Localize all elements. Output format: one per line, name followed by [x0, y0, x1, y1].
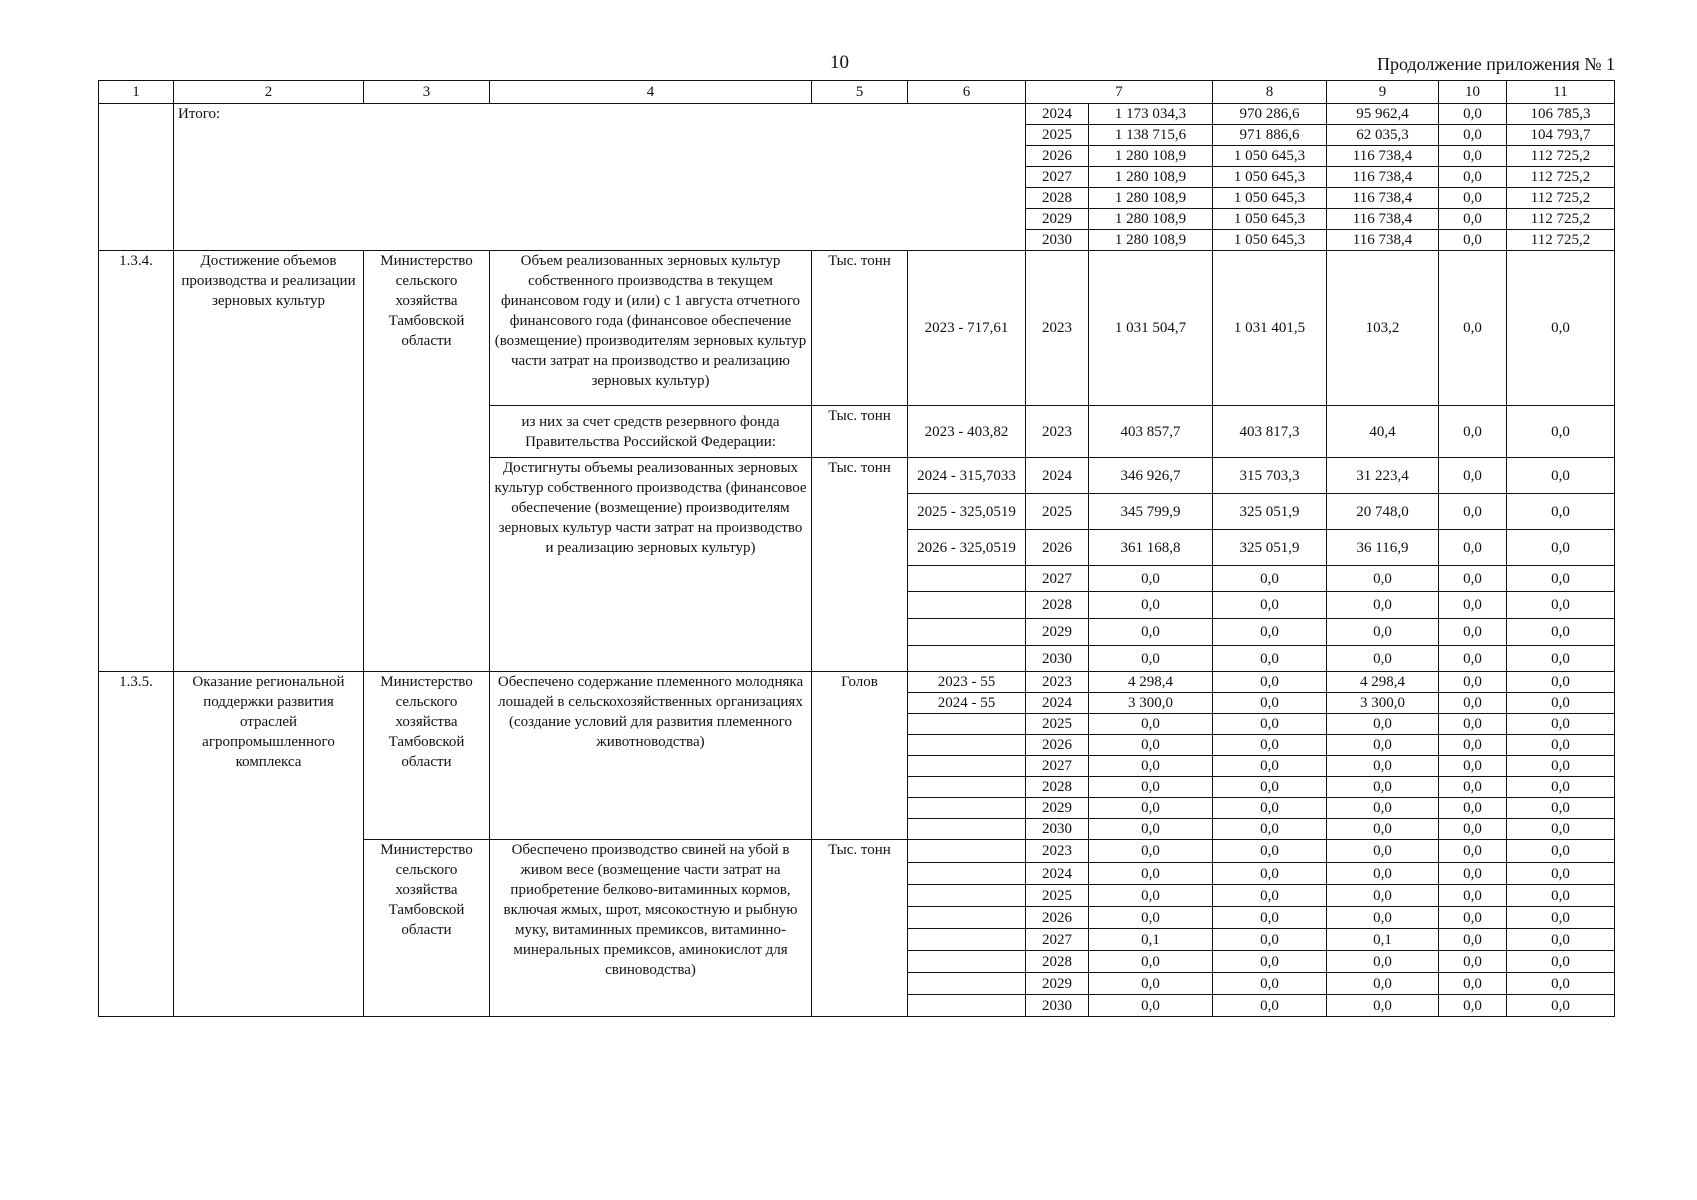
value-cell: 0,0 — [1439, 230, 1507, 251]
year-cell: 2023 — [1026, 406, 1089, 458]
value-cell: 0,0 — [1439, 735, 1507, 756]
table-row — [99, 251, 1615, 406]
value-cell: 1 050 645,3 — [1213, 230, 1327, 251]
year-cell: 2029 — [1026, 209, 1089, 230]
value-cell: 0,1 — [1089, 929, 1213, 951]
value-cell: 971 886,6 — [1213, 125, 1327, 146]
total-label: Итого: — [174, 104, 1026, 251]
value-cell: 0,0 — [1439, 494, 1507, 530]
value-cell: 104 793,7 — [1507, 125, 1615, 146]
value-cell: 0,0 — [1439, 756, 1507, 777]
value-cell: 0,0 — [1089, 885, 1213, 907]
value-cell: 0,0 — [1439, 951, 1507, 973]
appendix-table — [98, 80, 1615, 1017]
value-cell: 0,0 — [1089, 819, 1213, 840]
unit-cell: Тыс. тонн — [812, 406, 908, 458]
value-cell: 0,0 — [1213, 995, 1327, 1017]
value-cell: 0,0 — [1327, 714, 1439, 735]
year-cell: 2027 — [1026, 566, 1089, 592]
value-cell: 1 280 108,9 — [1089, 209, 1213, 230]
target-cell: 2023 - 55 — [908, 672, 1026, 693]
value-cell: 4 298,4 — [1089, 672, 1213, 693]
target-cell — [908, 646, 1026, 672]
value-cell: 0,0 — [1089, 566, 1213, 592]
value-cell: 31 223,4 — [1327, 458, 1439, 494]
value-cell: 0,0 — [1213, 777, 1327, 798]
indicator-text: Достигнуты объемы реализованных зерновых культур собственного производства (финансовое обеспечение (возмещение) производителям зерновых культур части затрат на производство и реализацию зерновых культур) — [490, 458, 812, 672]
section-name: Оказание региональной поддержки развития отраслей агропромышленного комплекса — [174, 672, 364, 1017]
value-cell: 1 173 034,3 — [1089, 104, 1213, 125]
year-cell: 2029 — [1026, 973, 1089, 995]
value-cell: 0,0 — [1507, 951, 1615, 973]
value-cell: 0,0 — [1213, 714, 1327, 735]
value-cell: 1 138 715,6 — [1089, 125, 1213, 146]
value-cell: 0,0 — [1089, 735, 1213, 756]
value-cell: 0,0 — [1439, 798, 1507, 819]
value-cell: 0,0 — [1507, 714, 1615, 735]
value-cell: 325 051,9 — [1213, 494, 1327, 530]
col-header: 8 — [1213, 81, 1327, 104]
value-cell: 0,0 — [1089, 951, 1213, 973]
value-cell: 0,0 — [1089, 907, 1213, 929]
year-cell: 2028 — [1026, 592, 1089, 619]
value-cell: 116 738,4 — [1327, 188, 1439, 209]
year-cell: 2025 — [1026, 125, 1089, 146]
value-cell: 0,0 — [1213, 646, 1327, 672]
value-cell: 0,0 — [1089, 840, 1213, 863]
indicator-text: Обеспечено содержание племенного молодняка лошадей в сельскохозяйственных организациях (создание условий для развития племенного животноводства) — [490, 672, 812, 840]
value-cell: 0,0 — [1439, 995, 1507, 1017]
value-cell: 40,4 — [1327, 406, 1439, 458]
value-cell: 112 725,2 — [1507, 146, 1615, 167]
value-cell: 0,0 — [1327, 863, 1439, 885]
target-cell — [908, 951, 1026, 973]
value-cell: 0,0 — [1507, 840, 1615, 863]
value-cell: 0,0 — [1089, 995, 1213, 1017]
value-cell: 1 031 401,5 — [1213, 251, 1327, 406]
year-cell: 2026 — [1026, 907, 1089, 929]
value-cell: 0,0 — [1439, 885, 1507, 907]
value-cell: 0,0 — [1213, 863, 1327, 885]
year-cell: 2023 — [1026, 251, 1089, 406]
value-cell: 0,0 — [1213, 885, 1327, 907]
value-cell: 0,0 — [1327, 619, 1439, 646]
value-cell: 0,0 — [1439, 167, 1507, 188]
value-cell: 0,0 — [1327, 735, 1439, 756]
value-cell: 0,0 — [1507, 458, 1615, 494]
value-cell: 95 962,4 — [1327, 104, 1439, 125]
year-cell: 2028 — [1026, 777, 1089, 798]
value-cell: 0,0 — [1439, 592, 1507, 619]
target-cell — [908, 863, 1026, 885]
value-cell: 0,0 — [1213, 798, 1327, 819]
col-header: 3 — [364, 81, 490, 104]
value-cell: 0,0 — [1089, 863, 1213, 885]
value-cell: 0,0 — [1327, 951, 1439, 973]
value-cell: 0,0 — [1439, 693, 1507, 714]
value-cell: 0,0 — [1439, 840, 1507, 863]
section-number: 1.3.5. — [99, 672, 174, 1017]
value-cell: 0,0 — [1213, 907, 1327, 929]
col-header: 6 — [908, 81, 1026, 104]
ministry-cell: Министерство сельского хозяйства Тамбовской области — [364, 672, 490, 840]
continuation-label: Продолжение приложения № 1 — [1376, 54, 1615, 74]
value-cell: 345 799,9 — [1089, 494, 1213, 530]
year-cell: 2024 — [1026, 104, 1089, 125]
value-cell: 0,0 — [1213, 592, 1327, 619]
value-cell: 0,0 — [1507, 494, 1615, 530]
unit-cell: Тыс. тонн — [812, 840, 908, 1017]
value-cell: 0,0 — [1439, 929, 1507, 951]
ministry-cell: Министерство сельского хозяйства Тамбовской области — [364, 840, 490, 1017]
target-cell — [908, 777, 1026, 798]
value-cell: 970 286,6 — [1213, 104, 1327, 125]
page-number: 10 — [830, 52, 849, 73]
value-cell: 0,0 — [1439, 646, 1507, 672]
value-cell: 403 817,3 — [1213, 406, 1327, 458]
value-cell: 1 031 504,7 — [1089, 251, 1213, 406]
value-cell: 0,0 — [1213, 735, 1327, 756]
target-cell — [908, 798, 1026, 819]
value-cell: 0,0 — [1089, 592, 1213, 619]
value-cell: 403 857,7 — [1089, 406, 1213, 458]
value-cell: 0,0 — [1507, 756, 1615, 777]
value-cell: 0,0 — [1327, 819, 1439, 840]
indicator-text: из них за счет средств резервного фонда Правительства Российской Федерации: — [490, 406, 812, 458]
value-cell: 1 050 645,3 — [1213, 167, 1327, 188]
value-cell: 112 725,2 — [1507, 209, 1615, 230]
value-cell: 0,0 — [1439, 125, 1507, 146]
value-cell: 0,0 — [1327, 885, 1439, 907]
year-cell: 2029 — [1026, 798, 1089, 819]
value-cell: 0,0 — [1327, 777, 1439, 798]
section-number: 1.3.4. — [99, 251, 174, 672]
year-cell: 2030 — [1026, 995, 1089, 1017]
col-header: 11 — [1507, 81, 1615, 104]
value-cell: 62 035,3 — [1327, 125, 1439, 146]
col-header: 9 — [1327, 81, 1439, 104]
value-cell: 0,0 — [1213, 929, 1327, 951]
table-row — [99, 672, 1615, 693]
value-cell: 112 725,2 — [1507, 188, 1615, 209]
value-cell: 315 703,3 — [1213, 458, 1327, 494]
value-cell: 0,0 — [1439, 530, 1507, 566]
value-cell: 0,0 — [1507, 646, 1615, 672]
ministry-cell: Министерство сельского хозяйства Тамбовской области — [364, 251, 490, 672]
value-cell: 325 051,9 — [1213, 530, 1327, 566]
value-cell: 0,0 — [1439, 907, 1507, 929]
value-cell: 0,0 — [1327, 566, 1439, 592]
value-cell: 0,0 — [1327, 592, 1439, 619]
value-cell: 0,0 — [1089, 756, 1213, 777]
value-cell: 103,2 — [1327, 251, 1439, 406]
value-cell: 1 050 645,3 — [1213, 209, 1327, 230]
year-cell: 2024 — [1026, 458, 1089, 494]
table-row — [99, 104, 1615, 125]
empty-cell — [99, 104, 174, 251]
year-cell: 2023 — [1026, 672, 1089, 693]
value-cell: 0,0 — [1213, 672, 1327, 693]
col-header: 10 — [1439, 81, 1507, 104]
value-cell: 0,0 — [1213, 951, 1327, 973]
value-cell: 0,0 — [1507, 406, 1615, 458]
year-cell: 2026 — [1026, 735, 1089, 756]
target-cell: 2024 - 315,7033 — [908, 458, 1026, 494]
year-cell: 2024 — [1026, 693, 1089, 714]
value-cell: 1 280 108,9 — [1089, 167, 1213, 188]
col-header: 2 — [174, 81, 364, 104]
column-numbers-row — [99, 81, 1615, 104]
year-cell: 2025 — [1026, 714, 1089, 735]
value-cell: 0,0 — [1507, 672, 1615, 693]
year-cell: 2027 — [1026, 929, 1089, 951]
target-cell — [908, 995, 1026, 1017]
value-cell: 112 725,2 — [1507, 230, 1615, 251]
value-cell: 106 785,3 — [1507, 104, 1615, 125]
target-cell: 2025 - 325,0519 — [908, 494, 1026, 530]
value-cell: 0,0 — [1089, 646, 1213, 672]
year-cell: 2030 — [1026, 230, 1089, 251]
value-cell: 0,0 — [1327, 840, 1439, 863]
value-cell: 116 738,4 — [1327, 209, 1439, 230]
value-cell: 0,0 — [1213, 819, 1327, 840]
value-cell: 1 050 645,3 — [1213, 188, 1327, 209]
target-cell — [908, 592, 1026, 619]
value-cell: 4 298,4 — [1327, 672, 1439, 693]
value-cell: 0,0 — [1213, 756, 1327, 777]
target-cell — [908, 735, 1026, 756]
target-cell: 2026 - 325,0519 — [908, 530, 1026, 566]
value-cell: 1 280 108,9 — [1089, 188, 1213, 209]
value-cell: 0,0 — [1507, 777, 1615, 798]
value-cell: 0,0 — [1507, 592, 1615, 619]
value-cell: 0,0 — [1213, 973, 1327, 995]
target-cell — [908, 714, 1026, 735]
value-cell: 0,0 — [1439, 973, 1507, 995]
value-cell: 361 168,8 — [1089, 530, 1213, 566]
year-cell: 2025 — [1026, 885, 1089, 907]
value-cell: 36 116,9 — [1327, 530, 1439, 566]
value-cell: 116 738,4 — [1327, 146, 1439, 167]
target-cell — [908, 619, 1026, 646]
target-cell: 2023 - 717,61 — [908, 251, 1026, 406]
value-cell: 0,0 — [1089, 619, 1213, 646]
col-header: 1 — [99, 81, 174, 104]
value-cell: 0,0 — [1439, 819, 1507, 840]
year-cell: 2030 — [1026, 646, 1089, 672]
value-cell: 0,0 — [1089, 714, 1213, 735]
value-cell: 0,0 — [1439, 209, 1507, 230]
value-cell: 0,0 — [1439, 619, 1507, 646]
year-cell: 2029 — [1026, 619, 1089, 646]
value-cell: 0,0 — [1327, 995, 1439, 1017]
target-cell — [908, 566, 1026, 592]
value-cell: 0,0 — [1439, 104, 1507, 125]
target-cell — [908, 819, 1026, 840]
value-cell: 0,0 — [1327, 646, 1439, 672]
value-cell: 1 280 108,9 — [1089, 146, 1213, 167]
value-cell: 0,0 — [1213, 840, 1327, 863]
value-cell: 0,0 — [1507, 619, 1615, 646]
unit-cell: Тыс. тонн — [812, 251, 908, 406]
value-cell: 20 748,0 — [1327, 494, 1439, 530]
target-cell: 2024 - 55 — [908, 693, 1026, 714]
value-cell: 0,0 — [1439, 863, 1507, 885]
year-cell: 2028 — [1026, 188, 1089, 209]
value-cell: 0,0 — [1213, 693, 1327, 714]
year-cell: 2027 — [1026, 167, 1089, 188]
value-cell: 0,0 — [1327, 907, 1439, 929]
value-cell: 0,0 — [1327, 798, 1439, 819]
value-cell: 0,0 — [1507, 566, 1615, 592]
value-cell: 3 300,0 — [1089, 693, 1213, 714]
value-cell: 0,0 — [1507, 693, 1615, 714]
target-cell — [908, 907, 1026, 929]
value-cell: 0,0 — [1327, 756, 1439, 777]
value-cell: 0,0 — [1089, 798, 1213, 819]
value-cell: 0,0 — [1507, 973, 1615, 995]
col-header: 5 — [812, 81, 908, 104]
target-cell — [908, 840, 1026, 863]
value-cell: 1 050 645,3 — [1213, 146, 1327, 167]
value-cell: 0,0 — [1213, 566, 1327, 592]
value-cell: 0,0 — [1507, 863, 1615, 885]
target-cell — [908, 973, 1026, 995]
year-cell: 2026 — [1026, 146, 1089, 167]
target-cell — [908, 885, 1026, 907]
value-cell: 116 738,4 — [1327, 167, 1439, 188]
value-cell: 0,0 — [1507, 251, 1615, 406]
value-cell: 0,0 — [1439, 406, 1507, 458]
value-cell: 0,0 — [1439, 672, 1507, 693]
target-cell: 2023 - 403,82 — [908, 406, 1026, 458]
col-header: 4 — [490, 81, 812, 104]
year-cell: 2025 — [1026, 494, 1089, 530]
value-cell: 0,0 — [1089, 973, 1213, 995]
value-cell: 0,0 — [1507, 885, 1615, 907]
value-cell: 0,0 — [1439, 458, 1507, 494]
col-header: 7 — [1026, 81, 1213, 104]
value-cell: 0,0 — [1507, 995, 1615, 1017]
value-cell: 0,0 — [1507, 735, 1615, 756]
target-cell — [908, 929, 1026, 951]
year-cell: 2023 — [1026, 840, 1089, 863]
value-cell: 0,0 — [1439, 777, 1507, 798]
value-cell: 0,0 — [1507, 798, 1615, 819]
unit-cell: Голов — [812, 672, 908, 840]
value-cell: 0,0 — [1439, 188, 1507, 209]
value-cell: 0,0 — [1507, 819, 1615, 840]
year-cell: 2030 — [1026, 819, 1089, 840]
value-cell: 0,0 — [1213, 619, 1327, 646]
section-name: Достижение объемов производства и реализации зерновых культур — [174, 251, 364, 672]
year-cell: 2024 — [1026, 863, 1089, 885]
value-cell: 0,0 — [1439, 566, 1507, 592]
value-cell: 0,0 — [1439, 714, 1507, 735]
value-cell: 0,1 — [1327, 929, 1439, 951]
value-cell: 0,0 — [1507, 929, 1615, 951]
year-cell: 2028 — [1026, 951, 1089, 973]
year-cell: 2026 — [1026, 530, 1089, 566]
value-cell: 112 725,2 — [1507, 167, 1615, 188]
value-cell: 0,0 — [1507, 530, 1615, 566]
value-cell: 0,0 — [1439, 251, 1507, 406]
value-cell: 346 926,7 — [1089, 458, 1213, 494]
value-cell: 0,0 — [1089, 777, 1213, 798]
indicator-text: Объем реализованных зерновых культур собственного производства в текущем финансовом году и (или) с 1 августа отчетного финансового года (финансовое обеспечение (возмещение) производителям зерновых культур части затрат на производство и реализацию зерновых культур) — [490, 251, 812, 406]
value-cell: 0,0 — [1327, 973, 1439, 995]
value-cell: 1 280 108,9 — [1089, 230, 1213, 251]
unit-cell: Тыс. тонн — [812, 458, 908, 672]
value-cell: 116 738,4 — [1327, 230, 1439, 251]
value-cell: 3 300,0 — [1327, 693, 1439, 714]
indicator-text: Обеспечено производство свиней на убой в живом весе (возмещение части затрат на приобретение белково-витаминных кормов, включая жмых, шрот, мясокостную и рыбную муку, витаминных премиксов, витаминно-минеральных премиксов, аминокислот для свиноводства) — [490, 840, 812, 1017]
value-cell: 0,0 — [1439, 146, 1507, 167]
target-cell — [908, 756, 1026, 777]
year-cell: 2027 — [1026, 756, 1089, 777]
value-cell: 0,0 — [1507, 907, 1615, 929]
